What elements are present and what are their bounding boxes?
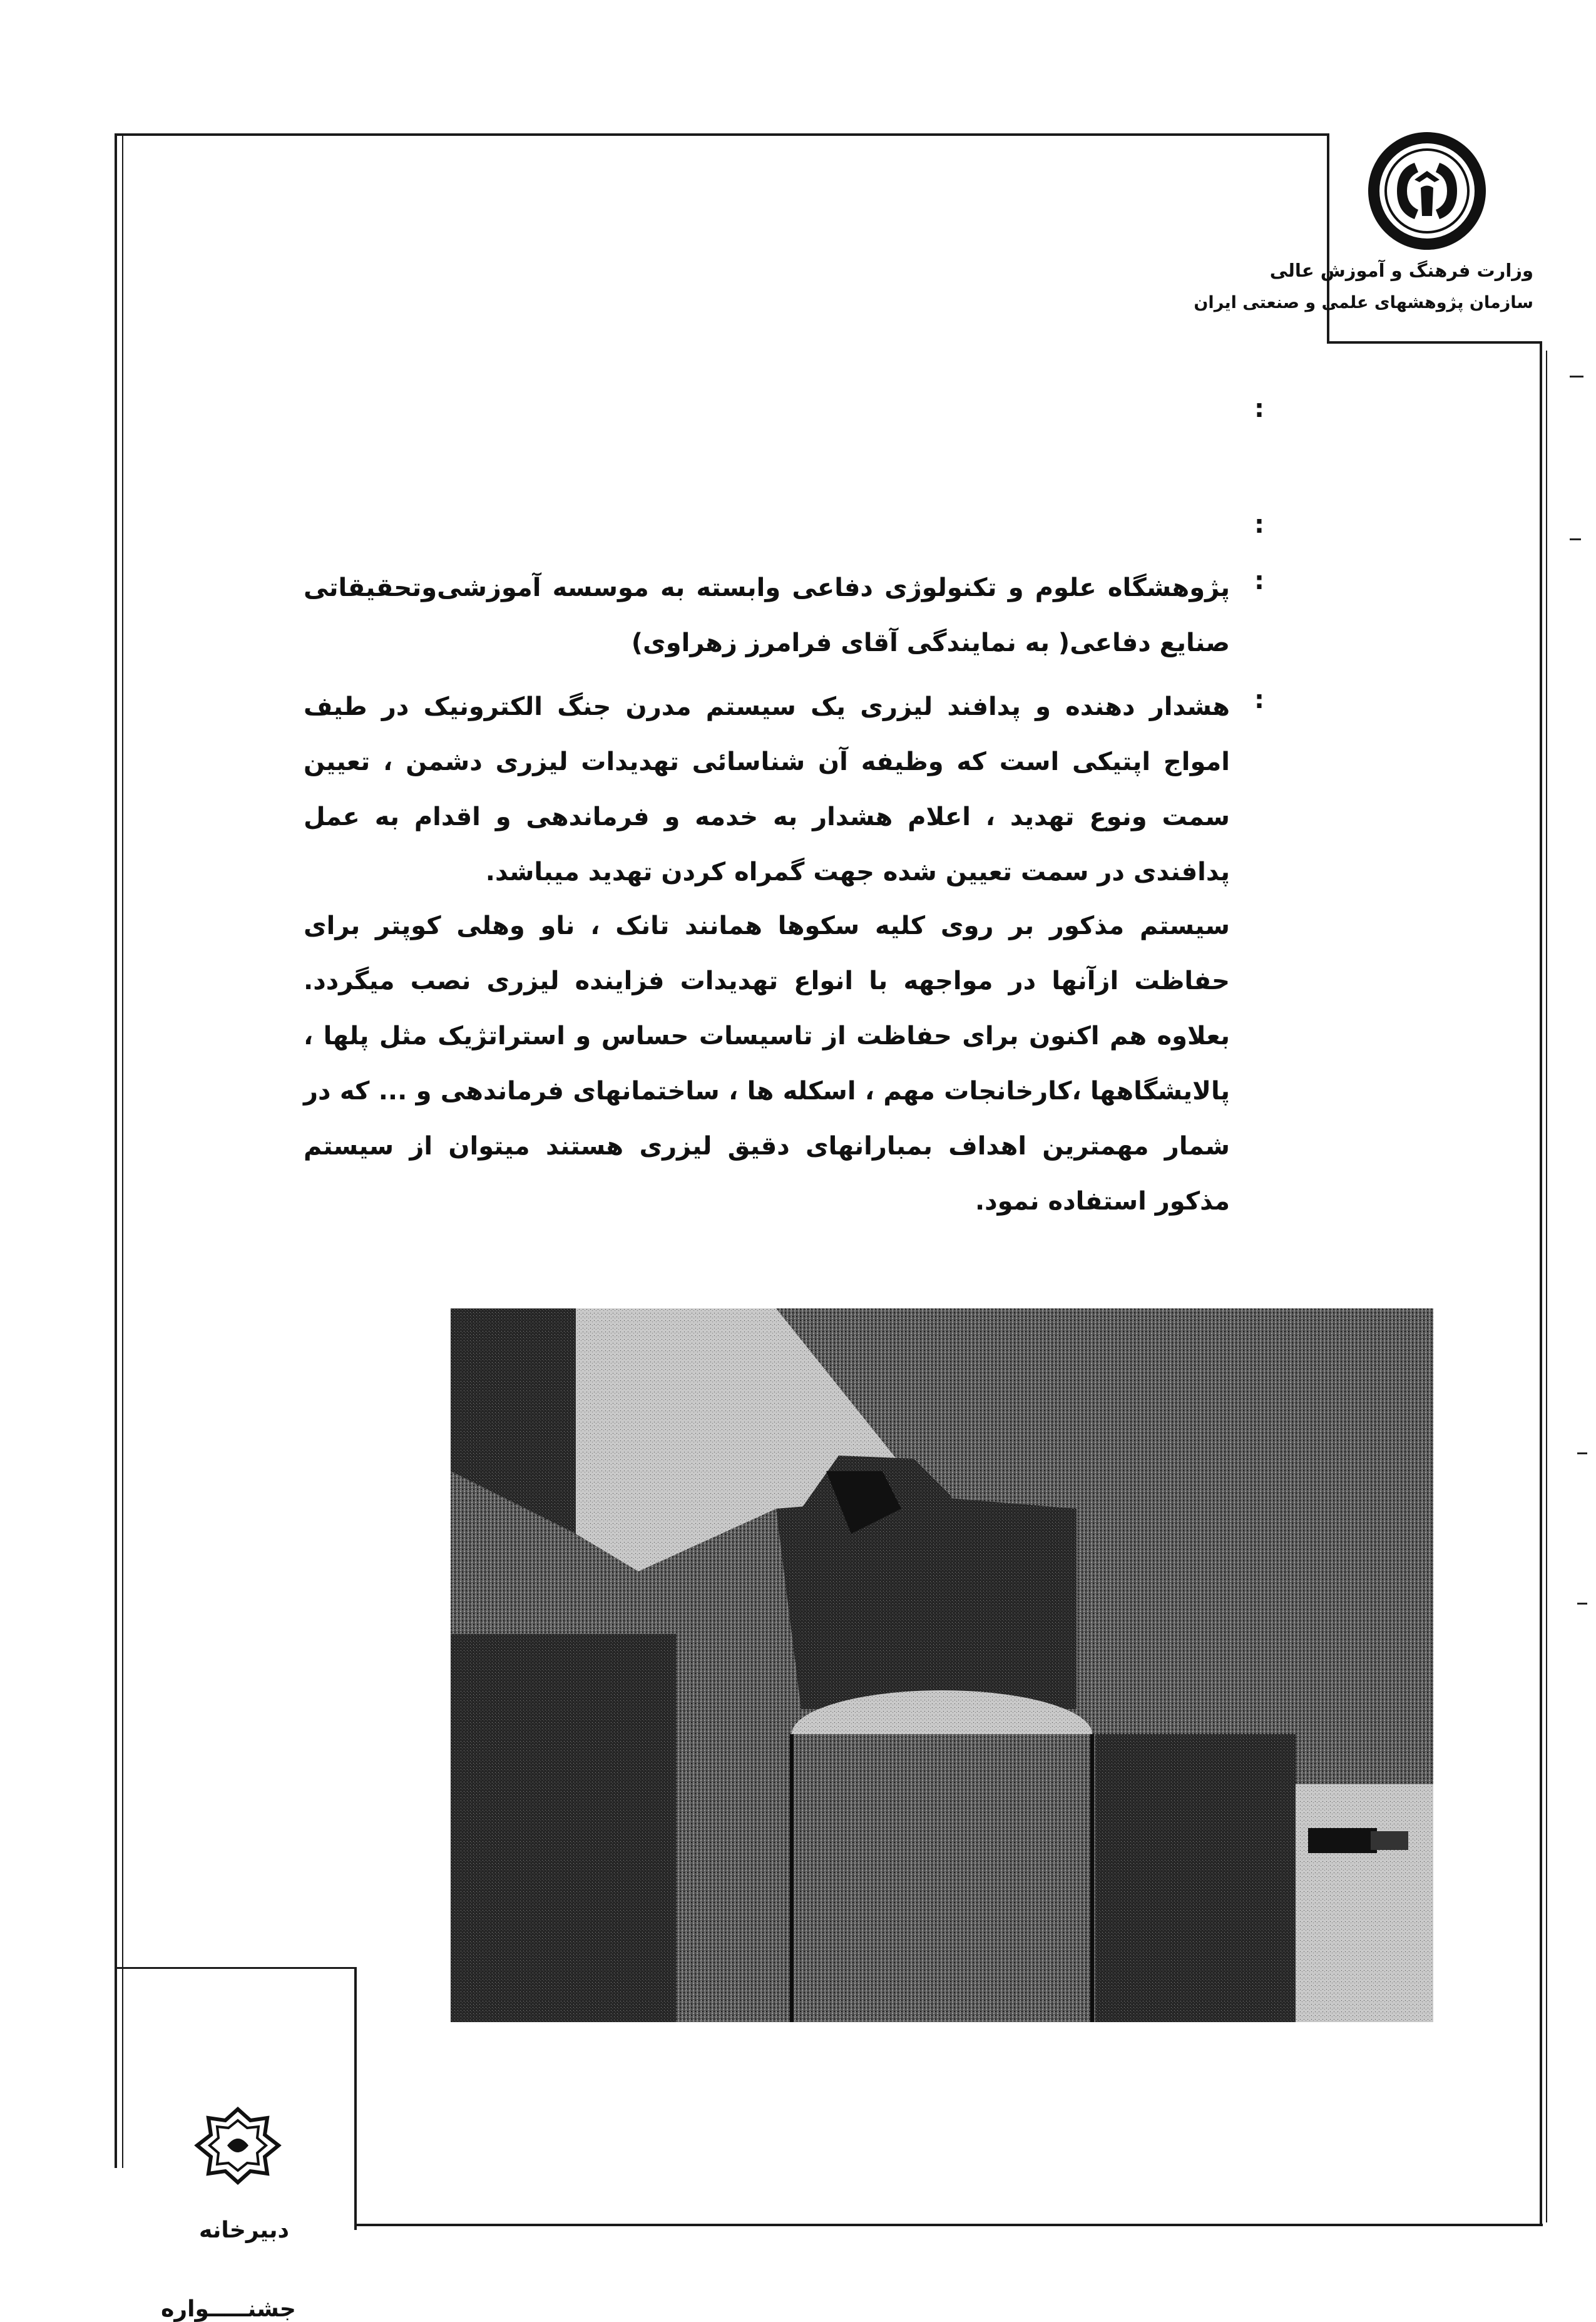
secretariat-label: دبیرخانه	[199, 2217, 289, 2243]
frame-right-line-inner	[1546, 351, 1547, 2222]
scan-mark	[1577, 1603, 1587, 1605]
frame-right-line	[1540, 341, 1542, 2226]
ministry-name: وزارت فرهنگ و آموزش عالی	[1269, 260, 1533, 281]
organization-emblem-icon	[1364, 128, 1490, 254]
researcher-colon: :	[1254, 567, 1264, 595]
frame-left-line-inner	[122, 133, 123, 2168]
title-colon: :	[1254, 510, 1264, 539]
scan-mark	[1570, 376, 1583, 378]
festival-label: جشنـــــواره	[161, 2296, 296, 2322]
festival-emblem-icon	[191, 2107, 285, 2185]
rank-colon: :	[1254, 394, 1264, 423]
scan-mark	[1570, 538, 1581, 540]
footer-box-top-line	[115, 1967, 356, 1969]
footer-box-right-line	[354, 1967, 357, 2230]
summary-paragraph-2: سیستم مذکور بر روی کلیه سکوها همانند تانک ، ناو وهلی کوپتر برای حفاظت ازآنها در مواجهه با انواع تهدیدات فزاینده لیزری نصب میگردد. بعلاوه هم اکنون برای حفاظت از تاسیسات حساس و استراتژیک مثل پلها ، پالایشگاهها ،کارخانجات مهم ، اسکله ها ، ساختمانهای فرماندهی و ... که در شمار مهمترین اهداف بمبارانهای دقیق لیزری هستند میتوان از سیستم مذکور استفاده نمود.	[304, 912, 1230, 1216]
summary-colon: :	[1254, 686, 1264, 714]
summary-paragraph-1: هشدار دهنده و پدافند لیزری یک سیستم مدرن جنگ الکترونیک در طیف امواج اپتیکی است که وظیفه آن شناسائی تهدیدات لیزری دشمن ، تعیین سمت ونوع تهدید ، اعلام هشدار به خدمه و فرماندهی و اقدام به عمل پدافندی در سمت تعیین شده جهت گمراه کردن تهدید میباشد.	[304, 692, 1230, 886]
organization-name: سازمان پژوهشهای علمی و صنعتی ایران	[1194, 293, 1533, 312]
frame-top-line	[115, 133, 1329, 136]
researcher-value: پژوهشگاه علوم و تکنولوژی دفاعی وابسته به موسسه آموزشی‌وتحقیقاتی صنایع دفاعی( به نمایندگی آقای فرامرز زهراوی)	[304, 573, 1230, 657]
laser-warning-device-photo	[451, 1308, 1433, 2022]
header-box-bottom-line	[1327, 341, 1540, 344]
scan-mark	[1577, 1452, 1587, 1454]
frame-bottom-line	[357, 2224, 1543, 2226]
frame-left-line	[115, 133, 117, 2168]
